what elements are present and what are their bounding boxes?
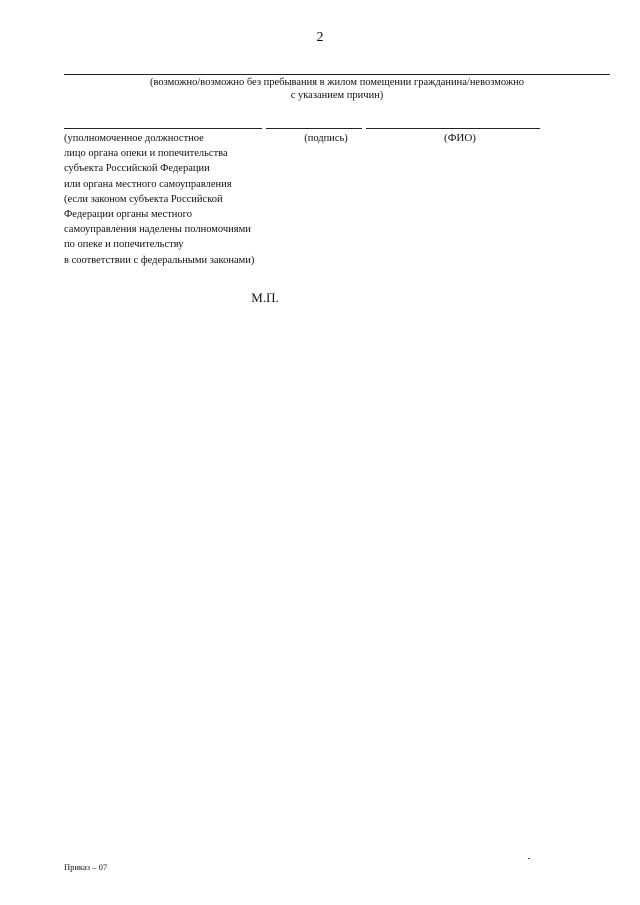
name-label: (ФИО) [444,132,476,144]
signature-fill-line [266,128,362,129]
stamp-mark: М.П. [251,290,279,305]
signature-label: (подпись) [304,133,348,144]
name-fill-line [366,128,540,129]
residence-fill-line [64,74,610,75]
official-label: (уполномоченное должностное лицо органа опеки и попечительства субъекта Российской Федерации или органа местного самоуправления (если законом субъекта Российской Федерации органы местного самоуправления наделены полномочиями по опеке и попечительству в соответствии с федеральными законами) [64,133,255,266]
residence-caption: (возможно/возможно без пребывания в жилом помещении гражданина/невозможно с указанием причин) [150,77,524,101]
scan-speck [528,858,530,859]
official-fill-line [64,128,262,129]
page-number: 2 [316,30,324,45]
footer-order-ref: Приказ – 07 [64,862,108,872]
